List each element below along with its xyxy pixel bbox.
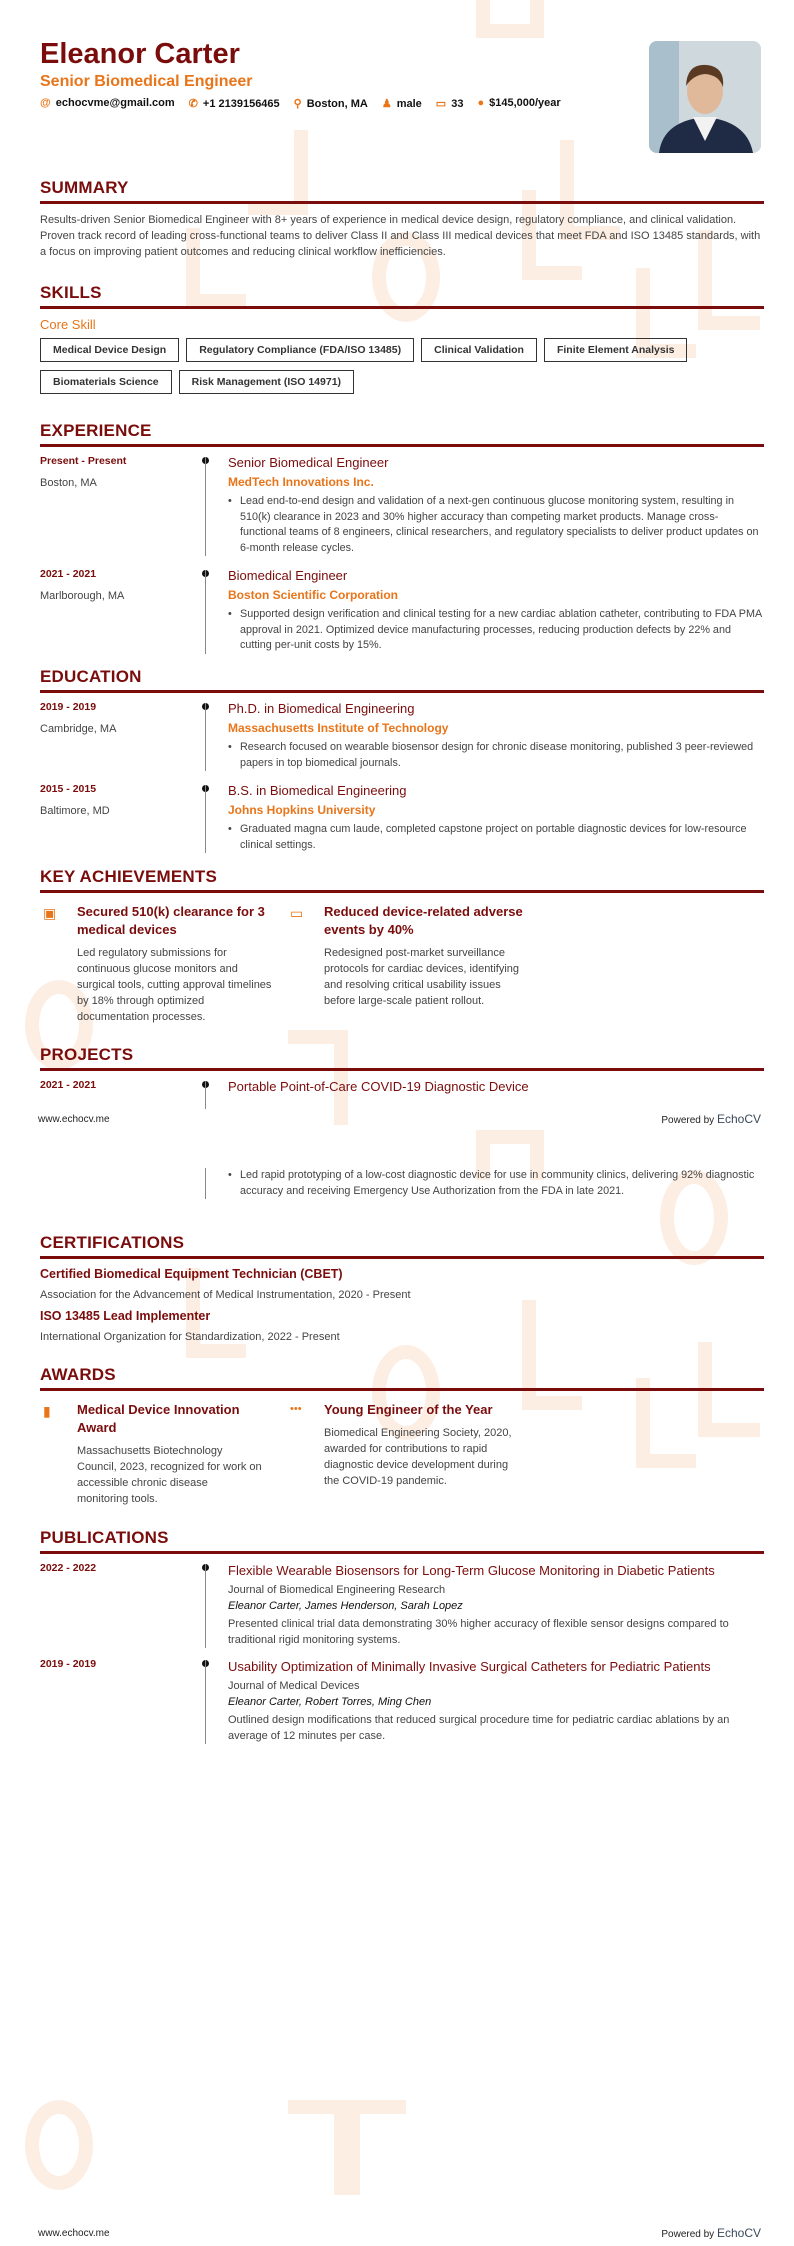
- achievement-item: [290, 903, 524, 1009]
- phone-icon: ✆: [188, 98, 198, 110]
- summary-section: [40, 178, 764, 260]
- section-heading: SUMMARY: [40, 178, 764, 204]
- entry-date: 2019 - 2019: [40, 701, 97, 713]
- entry-role: Ph.D. in Biomedical Engineering: [228, 701, 415, 716]
- footer-powered: [661, 2226, 761, 2240]
- candidate-title: Senior Biomedical Engineer: [40, 73, 253, 90]
- section-heading: EXPERIENCE: [40, 421, 764, 447]
- location-icon: ⚲: [293, 98, 302, 110]
- entry-date: 2015 - 2015: [40, 783, 97, 795]
- publication-date: 2022 - 2022: [40, 1562, 97, 1574]
- timeline-line: [205, 1660, 206, 1744]
- experience-section: [40, 421, 764, 666]
- footer-site[interactable]: www.echocv.me: [38, 2228, 110, 2239]
- achievement-text: Led regulatory submissions for continuous glucose monitors and surgical tools, cutting approval timelines by 18% through optimized documentation processes.: [77, 947, 272, 1023]
- skills-section: [40, 283, 764, 394]
- decor-shape: [346, 2100, 406, 2195]
- contact-value: Boston, MA: [306, 98, 368, 110]
- project-entry-cont: [40, 1168, 764, 1199]
- entry-location: Marlborough, MA: [40, 590, 125, 602]
- publication-entry: [40, 1562, 764, 1648]
- contact-value: male: [396, 98, 422, 110]
- entry-organization: Massachusetts Institute of Technology: [228, 721, 449, 735]
- entry-organization: Boston Scientific Corporation: [228, 588, 399, 602]
- project-title: Portable Point-of-Care COVID-19 Diagnostic Device: [228, 1079, 529, 1094]
- contact-value: $145,000/year: [489, 97, 561, 109]
- section-heading: PROJECTS: [40, 1045, 764, 1071]
- contact-value: +1 2139156465: [202, 98, 280, 110]
- timeline-line: [205, 1168, 206, 1199]
- award-item: [43, 1401, 262, 1507]
- cert-title: Certified Biomedical Equipment Technician (CBET): [40, 1267, 343, 1281]
- entry-date: 2021 - 2021: [40, 568, 97, 580]
- certifications-section: [40, 1233, 764, 1345]
- footer-powered: [661, 1112, 761, 1126]
- contact-item: [40, 97, 175, 110]
- timeline-entry: [40, 455, 764, 556]
- timeline-line: [205, 570, 206, 654]
- project-entry: [40, 1079, 764, 1101]
- publication-summary: Presented clinical trial data demonstrating 30% higher accuracy of flexible sensor designs compared to traditional rigid monitoring systems.: [228, 1618, 729, 1646]
- entry-organization: Johns Hopkins University: [228, 803, 376, 817]
- publication-title: Usability Optimization of Minimally Invasive Surgical Catheters for Pediatric Patients: [228, 1659, 711, 1674]
- publication-entry: [40, 1658, 764, 1744]
- calendar-icon: ▭: [290, 905, 304, 921]
- decor-shape: [25, 2100, 93, 2190]
- powered-by-label: Powered by: [661, 1115, 715, 1126]
- powered-by-label: Powered by: [661, 2229, 715, 2240]
- achievement-title: Secured 510(k) clearance for 3 medical devices: [77, 904, 265, 937]
- contact-item: [294, 97, 368, 110]
- profile-photo: [649, 41, 761, 153]
- contact-item: [189, 97, 280, 110]
- skill-tag: Regulatory Compliance (FDA/ISO 13485): [186, 338, 414, 362]
- person-icon: ♟: [381, 98, 392, 110]
- achievement-text: Redesigned post-market surveillance protocols for cardiac devices, identifying and resolving critical usability issues before large-scale patient rollout.: [324, 947, 520, 1007]
- contact-item: [436, 97, 464, 110]
- timeline-line: [205, 1081, 206, 1109]
- timeline-line: [205, 1564, 206, 1648]
- contact-item: [477, 97, 560, 110]
- award-text: Massachusetts Biotechnology Council, 2023, recognized for work on accessible chronic disease monitoring tools.: [77, 1445, 262, 1505]
- timeline-line: [205, 785, 206, 853]
- skill-tag: Medical Device Design: [40, 338, 179, 362]
- cert-detail: International Organization for Standardization, 2022 - Present: [40, 1331, 340, 1343]
- section-heading: EDUCATION: [40, 667, 764, 693]
- publication-journal: Journal of Biomedical Engineering Research: [228, 1584, 446, 1596]
- candidate-name: Eleanor Carter: [40, 38, 240, 70]
- entry-bullet: • Research focused on wearable biosensor design for chronic disease monitoring, published 3 peer-reviewed papers in top biomedical journals.: [228, 740, 764, 771]
- award-title: Medical Device Innovation Award: [77, 1402, 240, 1435]
- entry-location: Cambridge, MA: [40, 723, 117, 735]
- section-heading: CERTIFICATIONS: [40, 1233, 764, 1259]
- entry-location: Baltimore, MD: [40, 805, 110, 817]
- publication-summary: Outlined design modifications that reduced surgical procedure time for pediatric cardiac ablations by an average of 12 minutes per case.: [228, 1714, 730, 1742]
- entry-bullet: • Lead end-to-end design and validation of a next-gen continuous glucose monitoring system, resulting in 510(k) clearance in 2023 and 30% higher accuracy than competing market products. Manage cross-functional teams of 8 engineers, clinical researchers, and regulatory specialists to deliver product updates on 6-month release cycles.: [228, 494, 764, 556]
- projects-section: [40, 1045, 764, 1109]
- cert-title: ISO 13485 Lead Implementer: [40, 1309, 211, 1323]
- project-bullet: • Led rapid prototyping of a low-cost diagnostic device for use in community clinics, delivering 92% diagnostic accuracy and receiving Emergency Use Authorization from the FDA in late 2021.: [228, 1168, 764, 1199]
- section-heading: KEY ACHIEVEMENTS: [40, 867, 764, 893]
- section-heading: SKILLS: [40, 283, 764, 309]
- section-heading: AWARDS: [40, 1365, 764, 1391]
- entry-location: Boston, MA: [40, 477, 97, 489]
- award-text: Biomedical Engineering Society, 2020, awarded for contributions to rapid diagnostic device development during the COVID-19 pandemic.: [324, 1427, 512, 1487]
- brand-logo: EchoCV: [716, 1112, 761, 1126]
- publication-authors: Eleanor Carter, James Henderson, Sarah Lopez: [228, 1600, 463, 1612]
- document-icon: ▮: [43, 1403, 51, 1419]
- timeline-entry: [40, 568, 764, 654]
- publication-date: 2019 - 2019: [40, 1658, 97, 1670]
- skill-tags: [40, 338, 740, 394]
- publication-title: Flexible Wearable Biosensors for Long-Term Glucose Monitoring in Diabetic Patients: [228, 1563, 715, 1578]
- entry-role: Senior Biomedical Engineer: [228, 455, 389, 470]
- project-continued: [40, 1168, 764, 1207]
- timeline-entry: [40, 783, 764, 853]
- education-section: [40, 667, 764, 865]
- contact-value: echocvme@gmail.com: [55, 97, 175, 109]
- skill-tag: Risk Management (ISO 14971): [179, 370, 354, 394]
- award-icon: ▣: [43, 905, 57, 921]
- at-icon: @: [40, 97, 51, 109]
- summary-text: Results-driven Senior Biomedical Engineer with 8+ years of experience in medical device design, regulatory compliance, and clinical validation. Proven track record of leading cross-functional teams to deliver Class II and Class III medical devices that meet FDA and ISO 13485 standards, with a focus on improving patient outcomes and reducing clinical workflow inefficiencies.: [40, 214, 761, 258]
- entry-date: Present - Present: [40, 455, 127, 467]
- entry-role: B.S. in Biomedical Engineering: [228, 783, 407, 798]
- cert-detail: Association for the Advancement of Medical Instrumentation, 2020 - Present: [40, 1289, 411, 1301]
- salary-icon: ●: [477, 97, 485, 109]
- publication-journal: Journal of Medical Devices: [228, 1680, 360, 1692]
- entry-organization: MedTech Innovations Inc.: [228, 475, 374, 489]
- contact-item: [382, 97, 422, 110]
- timeline-line: [205, 457, 206, 556]
- contact-row: [40, 97, 561, 110]
- timeline-entry: [40, 701, 764, 771]
- footer-site[interactable]: www.echocv.me: [38, 1114, 110, 1125]
- skill-tag: Biomaterials Science: [40, 370, 172, 394]
- contact-value: 33: [451, 98, 464, 110]
- section-heading: PUBLICATIONS: [40, 1528, 764, 1554]
- publication-authors: Eleanor Carter, Robert Torres, Ming Chen: [228, 1696, 432, 1708]
- entry-bullet: • Supported design verification and clinical testing for a new cardiac ablation catheter, contributing to FDA PMA approval in 2021. Optimized device manufacturing processes, reducing production defects by 22% and cutting per-unit costs by 15%.: [228, 607, 764, 654]
- skill-group-label: Core Skill: [40, 317, 96, 332]
- calendar-icon: ▭: [435, 98, 447, 110]
- decor-shape: [288, 2100, 348, 2195]
- achievement-title: Reduced device-related adverse events by 40%: [324, 904, 523, 937]
- entry-role: Biomedical Engineer: [228, 568, 348, 583]
- publications-section: [40, 1528, 764, 1754]
- achievements-section: [40, 867, 764, 1037]
- decor-shape: [476, 0, 544, 38]
- skill-tag: Finite Element Analysis: [544, 338, 687, 362]
- achievement-item: [43, 903, 277, 1025]
- skill-tag: Clinical Validation: [421, 338, 537, 362]
- entry-bullet: • Graduated magna cum laude, completed capstone project on portable diagnostic devices for low-resource clinical settings.: [228, 822, 764, 853]
- timeline-line: [205, 703, 206, 771]
- award-title: Young Engineer of the Year: [324, 1402, 493, 1417]
- project-date: 2021 - 2021: [40, 1079, 97, 1091]
- awards-section: [40, 1365, 764, 1515]
- award-item: [290, 1401, 519, 1489]
- brand-logo: EchoCV: [716, 2226, 761, 2240]
- more-dots-icon: •••: [290, 1403, 302, 1415]
